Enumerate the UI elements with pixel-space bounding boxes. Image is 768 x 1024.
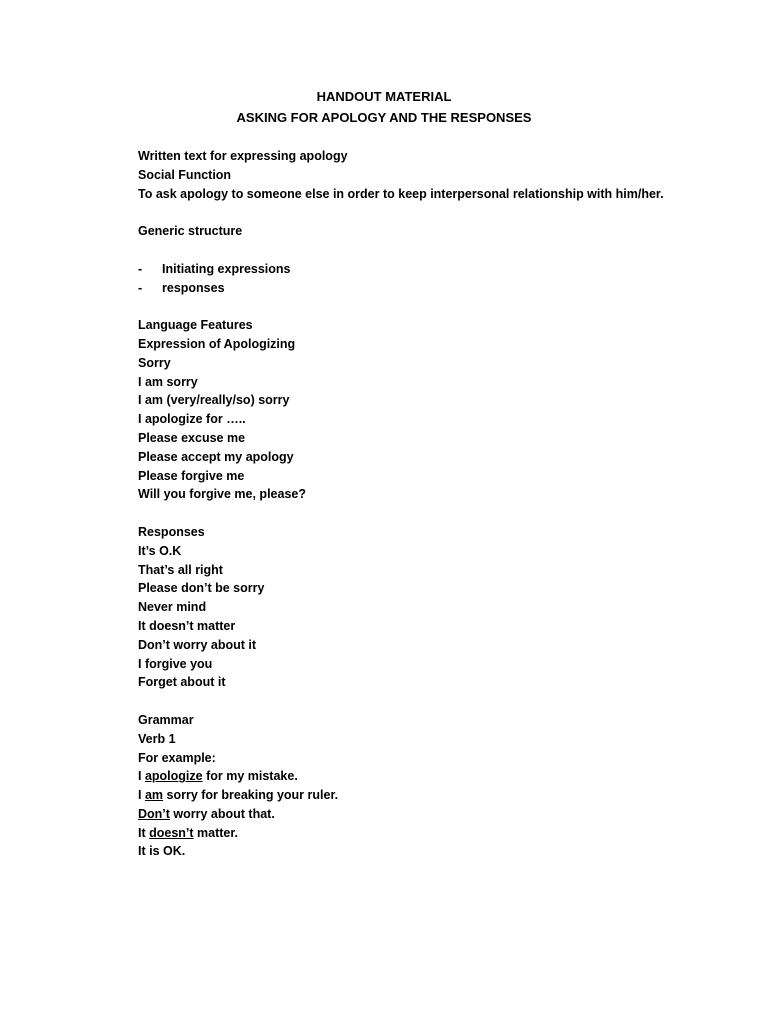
- response-expression: Don’t worry about it: [138, 637, 257, 652]
- response-expression: I forgive you: [138, 656, 213, 671]
- underlined-verb: am: [144, 788, 164, 803]
- social-function-text: To ask apology to someone else in order to keep interpersonal relationship with him/her.: [138, 186, 664, 201]
- underlined-verb: Don’t: [138, 806, 170, 821]
- example-label: For example:: [138, 750, 216, 765]
- response-expression: Forget about it: [138, 675, 226, 690]
- document-body: [138, 147, 698, 861]
- apology-expression: Sorry: [138, 355, 171, 370]
- apologizing-heading: Expression of Apologizing: [138, 336, 296, 351]
- structure-item: [138, 279, 698, 298]
- response-expression: Please don’t be sorry: [138, 581, 265, 596]
- response-expression: Never mind: [138, 600, 207, 615]
- response-expression: It’s O.K: [138, 543, 182, 558]
- document-subtitle: ASKING FOR APOLOGY AND THE RESPONSES: [236, 110, 532, 125]
- underlined-verb: apologize: [144, 769, 203, 784]
- apology-expression: Will you forgive me, please?: [138, 487, 306, 502]
- grammar-example: I apologize for my mistake.: [138, 769, 298, 784]
- grammar-heading: Grammar: [138, 712, 194, 727]
- apology-expression: Please excuse me: [138, 430, 246, 445]
- underlined-verb: doesn’t: [149, 825, 194, 840]
- grammar-subheading: Verb 1: [138, 731, 176, 746]
- structure-item-text: Initiating expressions: [162, 261, 291, 276]
- apology-expression: I am sorry: [138, 374, 198, 389]
- social-function-heading: Social Function: [138, 167, 232, 182]
- response-expression: That’s all right: [138, 562, 223, 577]
- intro-heading: Written text for expressing apology: [138, 149, 348, 163]
- apology-expression: Please accept my apology: [138, 449, 294, 464]
- response-expression: It doesn’t matter: [138, 618, 236, 633]
- grammar-example: It doesn’t matter.: [138, 825, 239, 840]
- apology-expression: I am (very/really/so) sorry: [138, 393, 290, 408]
- structure-item-text: responses: [162, 280, 225, 295]
- apology-expression: I apologize for …..: [138, 412, 246, 427]
- bullet-dash: -: [138, 280, 143, 295]
- language-features-heading: Language Features: [138, 318, 253, 333]
- grammar-example: It is OK.: [138, 844, 186, 859]
- bullet-dash: -: [138, 261, 143, 276]
- structure-item: [138, 260, 698, 279]
- document-title: HANDOUT MATERIAL: [316, 89, 452, 104]
- apology-expression: Please forgive me: [138, 468, 245, 483]
- generic-structure-heading: Generic structure: [138, 224, 243, 239]
- grammar-example: I am sorry for breaking your ruler.: [138, 788, 339, 803]
- responses-heading: Responses: [138, 524, 205, 539]
- grammar-example: Don’t worry about that.: [138, 806, 275, 821]
